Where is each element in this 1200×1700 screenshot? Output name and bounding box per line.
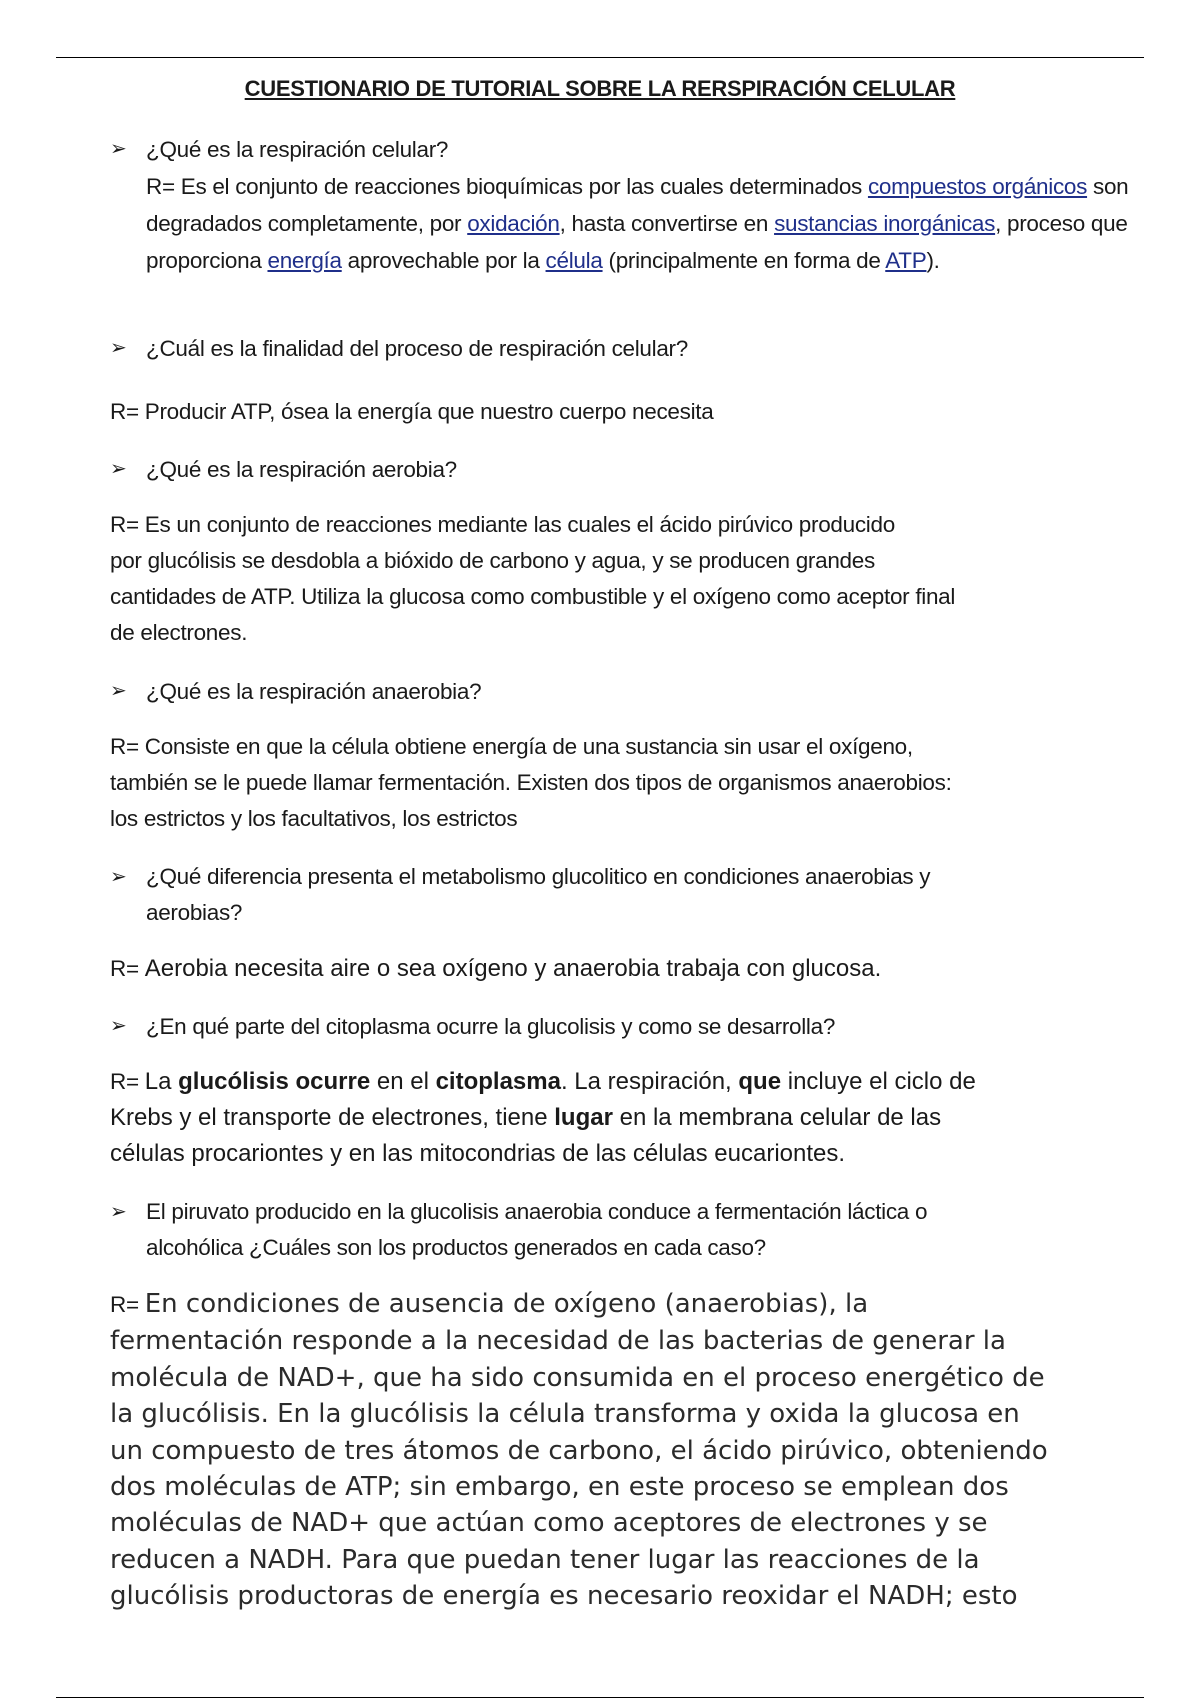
link-celula[interactable]: célula — [545, 248, 603, 273]
answer-3: R= Es un conjunto de reacciones mediante las cuales el ácido pirúvico producido por glucólisis se desdobla a bióxido de carbono y agua, y se producen grandes cantidades de ATP. Utiliza la glucosa como combustible y el oxígeno como aceptor final de electrones. — [110, 512, 956, 645]
question-3 — [110, 451, 1130, 488]
question-1 — [110, 131, 1130, 279]
answer-5: R= Aerobia necesita aire o sea oxígeno y anaerobia trabaja con glucosa. — [110, 955, 882, 982]
link-oxidacion[interactable]: oxidación — [467, 211, 560, 236]
arrow-bullet-icon: ➢ — [110, 337, 127, 359]
answer-7: R= En condiciones de ausencia de oxígeno (anaerobias), la fermentación responde a la necesidad de las bacterias de generar la molécula de NAD+, que ha sido consumida en el proceso energético de la glucólisis. En la glucólisis la célula transforma y oxida la glucosa en un compuesto de tres átomos de carbono, el ácido pirúvico, obteniendo dos moléculas de ATP; sin embargo, en este proceso se emplean dos moléculas de NAD+ que actúan como aceptores de electrones y se reducen a NADH. Para que puedan tener lugar las reacciones de la glucólisis productoras de energía es necesario reoxidar el NADH; esto — [110, 1289, 1048, 1612]
question-5-text: ¿Qué diferencia presenta el metabolismo glucolitico en condiciones anaerobias y aerobias? — [146, 864, 931, 925]
answer-4: R= Consiste en que la célula obtiene energía de una sustancia sin usar el oxígeno, también se le puede llamar fermentación. Existen dos tipos de organismos anaerobios: los estrictos y los facultativos, los estrictos — [110, 734, 952, 831]
question-2 — [110, 330, 1130, 367]
link-compuestos-organicos[interactable]: compuestos orgánicos — [867, 174, 1088, 199]
question-1-text: ¿Qué es la respiración celular? — [146, 137, 449, 162]
answer-2: R= Producir ATP, ósea la energía que nuestro cuerpo necesita — [110, 399, 714, 424]
link-atp[interactable]: ATP — [885, 248, 927, 273]
answer-6: R= La glucólisis ocurre en el citoplasma. La respiración, que incluye el ciclo de Krebs y el transporte de electrones, tiene lugar en la membrana celular de las células procariontes y en las mitocondrias de las células eucariontes. — [110, 1068, 976, 1167]
answer-1: R= Es el conjunto de reacciones bioquímicas por las cuales determinados compuestos orgánicos son degradados completamente, por oxidación, hasta convertirse en sustancias inorgánicas, proceso que proporciona energía aprovechable por la célula (principalmente en forma de ATP). — [146, 174, 1129, 273]
question-2-text: ¿Cuál es la finalidad del proceso de respiración celular? — [146, 336, 688, 361]
question-7-text: El piruvato producido en la glucolisis anaerobia conduce a fermentación láctica o alcohólica ¿Cuáles son los productos generados en cada caso? — [146, 1199, 928, 1260]
question-4 — [110, 673, 1130, 710]
question-6 — [110, 1008, 1130, 1045]
arrow-bullet-icon: ➢ — [110, 866, 127, 888]
document-title: CUESTIONARIO DE TUTORIAL SOBRE LA RERSPIRACIÓN CELULAR — [244, 76, 956, 101]
question-4-text: ¿Qué es la respiración anaerobia? — [146, 679, 482, 704]
arrow-bullet-icon: ➢ — [110, 138, 127, 160]
question-6-text: ¿En qué parte del citoplasma ocurre la glucolisis y como se desarrolla? — [146, 1014, 836, 1039]
footer-rule — [56, 1697, 1144, 1698]
arrow-bullet-icon: ➢ — [110, 680, 127, 702]
link-sustancias-inorganicas[interactable]: sustancias inorgánicas — [774, 211, 996, 236]
link-energia[interactable]: energía — [267, 248, 342, 273]
question-7 — [110, 1194, 1130, 1266]
arrow-bullet-icon: ➢ — [110, 1201, 127, 1223]
arrow-bullet-icon: ➢ — [110, 458, 127, 480]
question-5 — [110, 859, 1130, 931]
question-3-text: ¿Qué es la respiración aerobia? — [146, 457, 457, 482]
header-rule — [56, 57, 1144, 58]
arrow-bullet-icon: ➢ — [110, 1015, 127, 1037]
